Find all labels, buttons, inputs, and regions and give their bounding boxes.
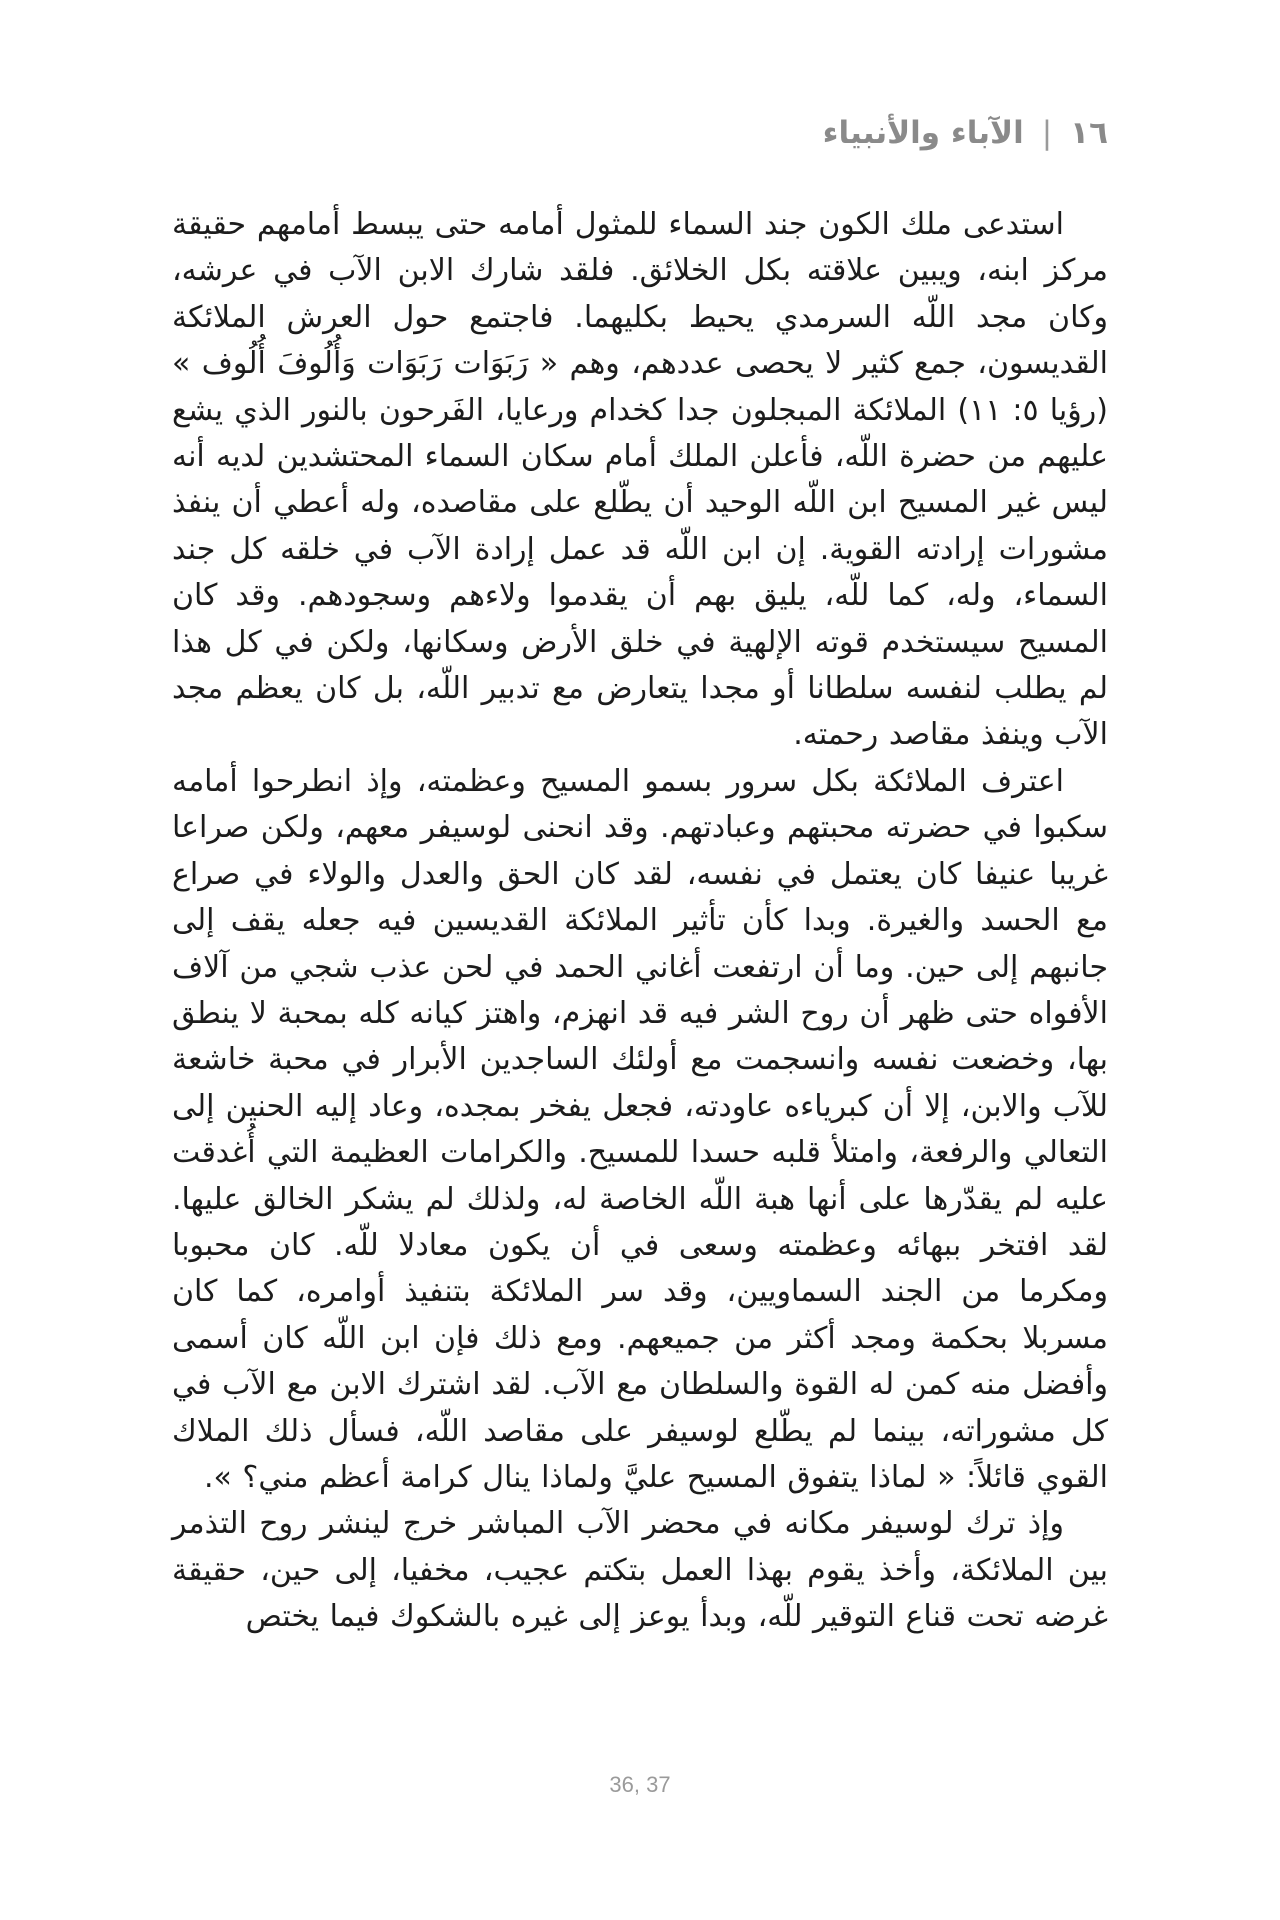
paragraph: وإذ ترك لوسيفر مكانه في محضر الآب المباشر خرج لينشر روح التذمر بين الملائكة، وأخذ يقوم بهذا العمل بتكتم عجيب، مخفيا، إلى حين، حقيقة غرضه تحت قناع التوقير للّه، وبدأ يوعز إلى غيره بالشكوك فيما يختص [172, 1506, 1108, 1635]
paragraph: اعترف الملائكة بكل سرور بسمو المسيح وعظمته، وإذ انطرحوا أمامه سكبوا في حضرته محبتهم وعبادتهم. وقد انحنى لوسيفر معهم، ولكن صراعا غريبا عنيفا كان يعتمل في نفسه، لقد كان الحق والعدل والولاء في صراع مع الحسد والغيرة. وبدا كأن تأثير الملائكة القديسين فيه جعله يقف إلى جانبهم إلى حين. وما أن ارتفعت أغاني الحمد في لحن عذب شجي من آلاف الأفواه حتى ظهر أن روح الشر فيه قد انهزم، واهتز كيانه كله بمحبة لا ينطق بها، وخضعت نفسه وانسجمت مع أولئك الساجدين الأبرار في محبة خاشعة للآب والابن، إلا أن كبرياءه عاودته، فجعل يفخر بمجده، وعاد إليه الحنين إلى التعالي والرفعة، وامتلأ قلبه حسدا للمسيح. والكرامات العظيمة التي أُغدقت عليه لم يقدّرها على أنها هبة اللّه الخاصة له، ولذلك لم يشكر الخالق عليها. لقد افتخر ببهائه وعظمته وسعى في أن يكون معادلا للّه. كان محبوبا ومكرما من الجند السماويين، وقد سر الملائكة بتنفيذ أوامره، كما كان مسربلا بحكمة ومجد أكثر من جميعهم. ومع ذلك فإن ابن اللّه كان أسمى وأفضل منه كمن له القوة والسلطان مع الآب. لقد اشترك الابن مع الآب في كل مشوراته، بينما لم يطّلع لوسيفر على مقاصد اللّه، فسأل ذلك الملاك القوي قائلاً: « لماذا يتفوق المسيح عليَّ ولماذا ينال كرامة أعظم مني؟ ». [172, 763, 1108, 1495]
header-book-title: الآباء والأنبياء [822, 115, 1024, 151]
header-page-number: ١٦ [1070, 115, 1108, 151]
body-text [172, 202, 1108, 1641]
header-separator: | [1041, 115, 1053, 151]
running-header [823, 115, 1108, 151]
paragraph: استدعى ملك الكون جند السماء للمثول أمامه حتى يبسط أمامهم حقيقة مركز ابنه، ويبين علاقته بكل الخلائق. فلقد شارك الابن الآب في عرشه، وكان مجد اللّه السرمدي يحيط بكليهما. فاجتمع حول العرش الملائكة القديسون، جمع كثير لا يحصى عددهم، وهم « رَبَوَات رَبَوَات وَأُلُوفَ أُلُوف » (رؤيا ٥: ١١) الملائكة المبجلون جدا كخدام ورعايا، الفَرحون بالنور الذي يشع عليهم من حضرة اللّه، فأعلن الملك أمام سكان السماء المحتشدين لديه أنه ليس غير المسيح ابن اللّه الوحيد أن يطّلع على مقاصده، وله أعطي أن ينفذ مشورات إرادته القوية. إن ابن اللّه قد عمل إرادة الآب في خلقه كل جند السماء، وله، كما للّه، يليق بهم أن يقدموا ولاءهم وسجودهم. وقد كان المسيح سيستخدم قوته الإلهية في خلق الأرض وسكانها، ولكن في كل هذا لم يطلب لنفسه سلطانا أو مجدا يتعارض مع تدبير اللّه، بل كان يعظم مجد الآب وينفذ مقاصد رحمته. [172, 207, 1108, 753]
page-footer-reference: 36, 37 [609, 1772, 671, 1797]
